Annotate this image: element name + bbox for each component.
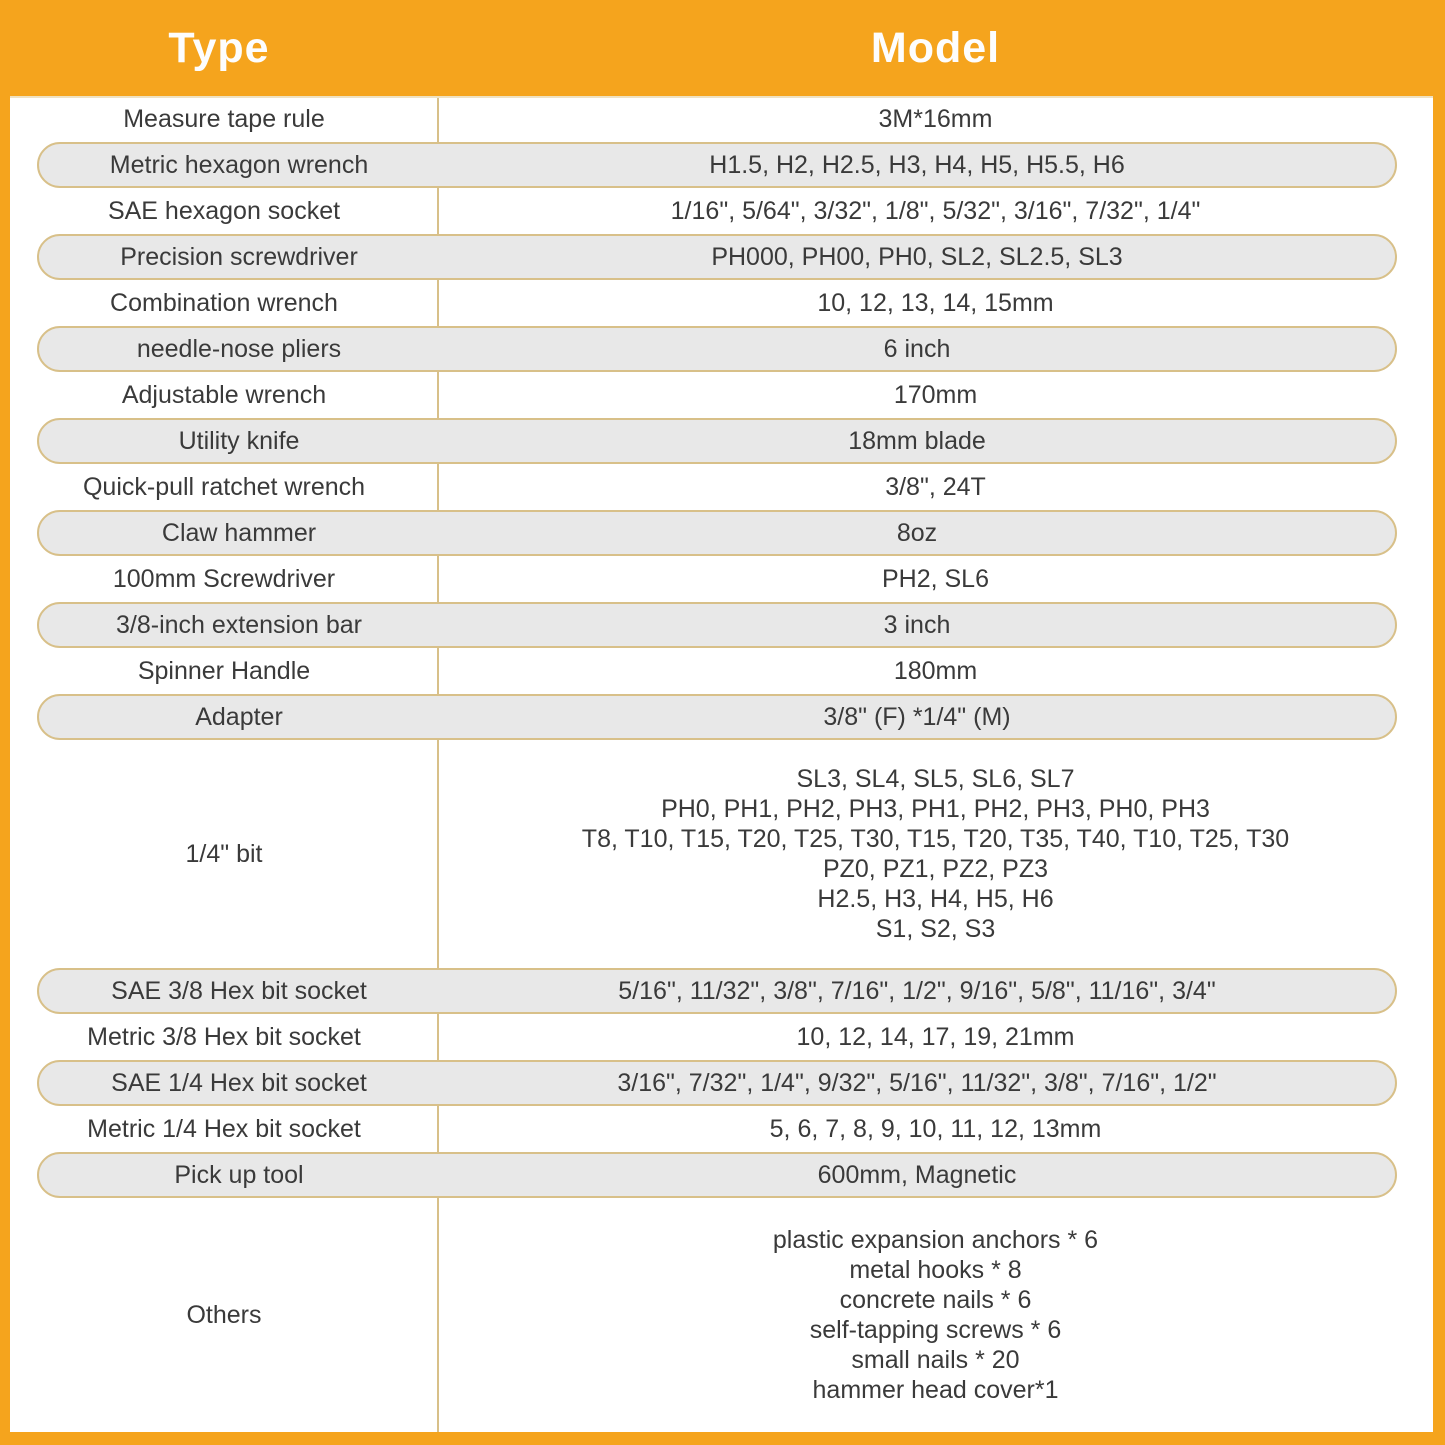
row-pill	[37, 326, 1397, 372]
row-model-cell: 180mm	[893, 656, 978, 685]
model-line: plastic expansion anchors * 6	[772, 1226, 1099, 1254]
row-model-cell: 3/16", 7/32", 1/4", 9/32", 5/16", 11/32", 3/8", 7/16", 1/2"	[617, 1068, 1217, 1097]
model-line: PZ0, PZ1, PZ2, PZ3	[822, 855, 1049, 883]
row-model-cell: 8oz	[896, 518, 938, 547]
row-model-cell	[438, 1198, 1433, 1432]
row-model-cell	[438, 740, 1433, 968]
row-type-cell: Measure tape rule	[123, 104, 325, 133]
table-header	[0, 0, 1445, 96]
model-line: small nails * 20	[851, 1346, 1020, 1374]
table-row	[10, 1060, 1433, 1106]
table-body	[10, 96, 1433, 1432]
row-model-cell: 10, 12, 14, 17, 19, 21mm	[796, 1022, 1075, 1051]
row-type-cell: Quick-pull ratchet wrench	[82, 472, 366, 501]
row-type-cell: Metric hexagon wrench	[109, 150, 369, 179]
table-row	[10, 510, 1433, 556]
table-row	[10, 1106, 1433, 1152]
row-pill	[37, 510, 1397, 556]
row-type-cell: Spinner Handle	[137, 656, 311, 685]
table-row	[10, 602, 1433, 648]
table-row	[10, 188, 1433, 234]
row-model-cell: 3/8" (F) *1/4" (M)	[823, 702, 1011, 731]
row-model-cell: 600mm, Magnetic	[817, 1160, 1017, 1189]
table-row	[10, 1198, 1433, 1432]
row-type-cell: SAE hexagon socket	[107, 196, 341, 225]
row-pill	[37, 142, 1397, 188]
table-row	[10, 142, 1433, 188]
row-model-cell: 5/16", 11/32", 3/8", 7/16", 1/2", 9/16", 5/8", 11/16", 3/4"	[618, 976, 1216, 1005]
table-row	[10, 96, 1433, 142]
row-model-cell: 3 inch	[883, 610, 951, 639]
table-row	[10, 418, 1433, 464]
model-line: PH0, PH1, PH2, PH3, PH1, PH2, PH3, PH0, PH3	[661, 795, 1210, 823]
column-header-model: Model	[870, 23, 1001, 72]
row-pill	[37, 694, 1397, 740]
row-pill	[37, 1152, 1397, 1198]
model-line: SL3, SL4, SL5, SL6, SL7	[796, 765, 1075, 793]
row-type-cell: Claw hammer	[161, 518, 317, 547]
model-line: T8, T10, T15, T20, T25, T30, T15, T20, T35, T40, T10, T25, T30	[581, 825, 1290, 853]
table-row	[10, 464, 1433, 510]
row-type-cell: Metric 1/4 Hex bit socket	[87, 1114, 361, 1143]
row-type-cell: 3/8-inch extension bar	[116, 610, 362, 639]
row-type-cell: Others	[186, 1300, 262, 1329]
row-type-cell: 100mm Screwdriver	[112, 564, 336, 593]
table-row	[10, 1152, 1433, 1198]
table-row	[10, 648, 1433, 694]
row-model-cell: 10, 12, 13, 14, 15mm	[817, 288, 1054, 317]
row-pill	[37, 234, 1397, 280]
row-model-cell: 3/8", 24T	[885, 472, 986, 501]
row-type-cell: Adapter	[195, 702, 283, 731]
row-model-cell: 6 inch	[883, 334, 951, 363]
row-type-cell: Precision screwdriver	[120, 242, 358, 271]
model-line: self-tapping screws * 6	[809, 1316, 1062, 1344]
row-pill	[37, 1060, 1397, 1106]
table-row	[10, 740, 1433, 968]
row-type-cell: Utility knife	[178, 426, 300, 455]
model-line: hammer head cover*1	[812, 1376, 1059, 1404]
row-type-cell: needle-nose pliers	[136, 334, 342, 363]
table-row	[10, 326, 1433, 372]
row-model-cell: H1.5, H2, H2.5, H3, H4, H5, H5.5, H6	[709, 150, 1125, 179]
row-type-cell: SAE 3/8 Hex bit socket	[111, 976, 367, 1005]
model-line: concrete nails * 6	[839, 1286, 1032, 1314]
table-row	[10, 280, 1433, 326]
table-row	[10, 556, 1433, 602]
row-pill	[37, 418, 1397, 464]
row-model-cell: PH2, SL6	[881, 564, 989, 593]
row-type-cell: Adjustable wrench	[121, 380, 327, 409]
model-line: S1, S2, S3	[875, 915, 996, 943]
row-pill	[37, 968, 1397, 1014]
row-type-cell: Pick up tool	[174, 1160, 304, 1189]
row-model-cell: 170mm	[893, 380, 978, 409]
row-type-cell: Combination wrench	[110, 288, 338, 317]
row-type-cell: 1/4" bit	[185, 839, 263, 868]
row-model-cell: 1/16", 5/64", 3/32", 1/8", 5/32", 3/16", 7/32", 1/4"	[670, 196, 1201, 225]
row-model-cell: 18mm blade	[848, 426, 986, 455]
table-row	[10, 968, 1433, 1014]
model-line: metal hooks * 8	[849, 1256, 1022, 1284]
table-row	[10, 372, 1433, 418]
row-model-cell: 5, 6, 7, 8, 9, 10, 11, 12, 13mm	[769, 1114, 1102, 1143]
row-model-cell: PH000, PH00, PH0, SL2, SL2.5, SL3	[711, 242, 1123, 271]
table-row	[10, 234, 1433, 280]
row-model-cell: 3M*16mm	[878, 104, 993, 133]
column-header-type: Type	[168, 23, 270, 72]
table-row	[10, 1014, 1433, 1060]
row-type-cell: SAE 1/4 Hex bit socket	[111, 1068, 367, 1097]
table-row	[10, 694, 1433, 740]
row-type-cell: Metric 3/8 Hex bit socket	[87, 1022, 361, 1051]
row-pill	[37, 602, 1397, 648]
model-line: H2.5, H3, H4, H5, H6	[817, 885, 1054, 913]
